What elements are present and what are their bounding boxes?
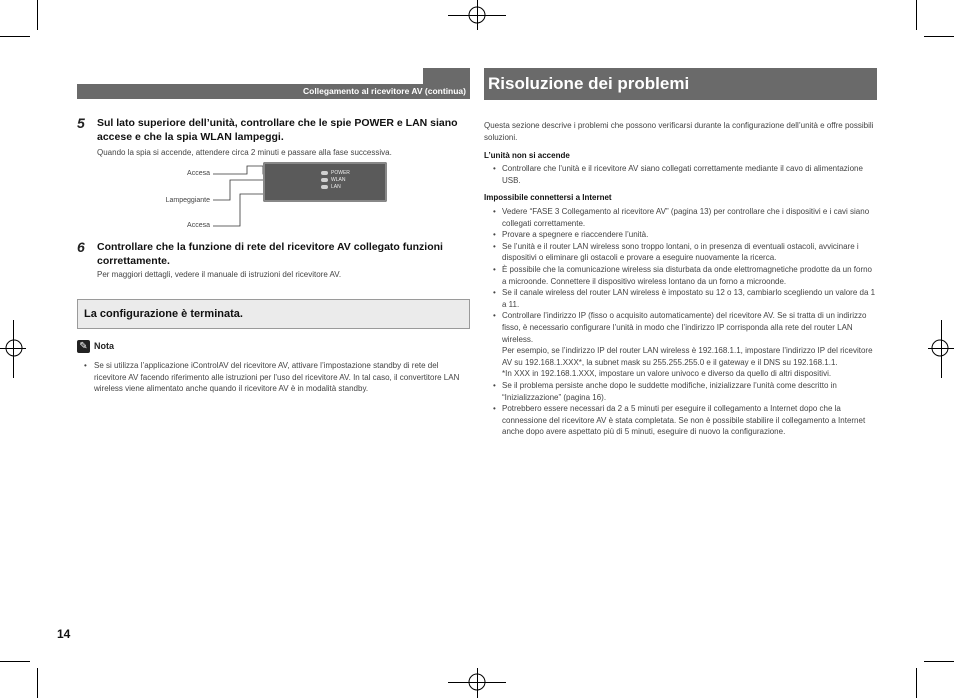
step-title: Sul lato superiore dell’unità, controllare che le spie POWER e LAN siano accese e che la spia WLAN lampeggi. bbox=[97, 117, 458, 143]
header-tab bbox=[423, 68, 470, 84]
list-item: Se il canale wireless del router LAN wireless è impostato su 12 o 13, cambiarlo scegliendo un valore da 1 a 11. bbox=[502, 288, 876, 309]
wlan-led-icon bbox=[321, 178, 328, 182]
problem-heading-internet: Impossibile connettersi a Internet bbox=[484, 193, 612, 202]
problem-heading-power: L’unità non si accende bbox=[484, 151, 570, 160]
power-led-icon bbox=[321, 171, 328, 175]
list-item: Se l’unità e il router LAN wireless sono troppo lontani, o in presenza di eventuali ostacoli, avvicinare i dispositivi o eliminare gli ostacoli e provare a eseguire nuovamente la ricerca. bbox=[502, 241, 859, 263]
step-body: Per maggiori dettagli, vedere il manuale di istruzioni del ricevitore AV. bbox=[97, 270, 342, 279]
lan-led-icon bbox=[321, 185, 328, 189]
step-number: 5 bbox=[77, 115, 85, 131]
completion-box: La configurazione è terminata. bbox=[77, 299, 470, 329]
problem-list-power: • Controllare che l’unità e il ricevitore AV siano collegati correttamente mediante il cavo di alimentazione USB. bbox=[493, 164, 863, 185]
list-item: È possibile che la comunicazione wireless sia disturbata da onde elettromagnetiche prodotte da un forno a microonde. Connettere il dispositivo wireless lontano da un forno a microonde. bbox=[502, 264, 872, 286]
note-text bbox=[84, 360, 470, 395]
bullet-dot: • bbox=[84, 361, 87, 370]
problem-list-internet: • Vedere “FASE 3 Collegamento al ricevitore AV” (pagina 13) per controllare che i dispositivi e i cavi siano collegati correttamente. • Provare a spegnere e riaccendere l’unità. • Se l’unità e il router LAN wireless sono troppo lontani, o in presenza di eventuali ostacoli, avvicinare i dispositivi o eliminare gli ostacoli e provare a eseguire nuovamente la ricerca. • È possibile che la comunicazione wireless sia disturbata da onde elettromagnetiche prodotte da un forno a microonde. Connettere il dispositivo wireless lontano da un forno a microonde. • Se il canale wireless del router LAN wireless è impostato su 12 o 13, cambiarlo scegliendo un valore da 1 a 11. • Controllare l’indirizzo IP (fisso o acquisito automaticamente) del ricevitore AV. Se si tratta di un indirizzo fisso, è necessario configurare l’unità in modo che l’indirizzo IP corrisponda alla rete del router LAN wireless. Per esempio, se l’indirizzo IP del router LAN wireless è 192.168.1.1, impostare l’indirizzo IP del ricevitore AV su 192.168.1.XXX*, la subnet mask su 255.255.255.0 e il gateway e il DNS su 192.168.1.1. *In XXX in 192.168.1.XXX, impostare un valore univoco e diverso da quello di altri dispositivi. • Se il problema persiste anche dopo le suddette modifiche, inizializzare l’unità come descritto in “Inizializzazione” (pagina 16). • Potrebbero essere necessari da 2 a 5 minuti per eseguire il collegamento a Internet dopo che la connessione del ricevitore AV è stata completata. Se non è possibile stabilire il collegamento a Internet anche dopo avere aspettato più di 5 minuti, eseguire di nuovo la configurazione. bbox=[493, 207, 876, 437]
label-lan-on: Accesa bbox=[187, 222, 210, 229]
note-bullet-text: Se si utilizza l’applicazione iControlAV del ricevitore AV, attivare l’impostazione standby di rete del ricevitore AV facendo riferimento alle istruzioni per l’uso del ricevitore AV. In tal caso, il convertitore LAN wireless viene alimentato anche quando il ricevitore AV è in modalità standby. bbox=[94, 361, 460, 393]
ip-example: Per esempio, se l’indirizzo IP del router LAN wireless è 192.168.1.1, impostare l’indirizzo IP del ricevitore AV su 192.168.1.XXX*, la subnet mask su 255.255.255.0 e il gateway e il DNS su 192.168.1.1. bbox=[502, 346, 873, 367]
note-heading: Nota bbox=[94, 341, 114, 351]
label-wlan-blinking: Lampeggiante bbox=[165, 197, 210, 204]
list-item: Controllare l’indirizzo IP (fisso o acquisito automaticamente) del ricevitore AV. Se si tratta di un indirizzo fisso, è necessario configurare l’unità in modo che l’indirizzo IP corrisponda alla rete del router LAN wireless. bbox=[502, 311, 867, 344]
list-item: Se il problema persiste anche dopo le suddette modifiche, inizializzare l’unità come descritto in “Inizializzazione” (pagina 16). bbox=[502, 380, 837, 402]
note-icon: ✎ bbox=[77, 340, 90, 353]
led-label-power: POWER bbox=[331, 170, 350, 176]
led-label-wlan: WLAN bbox=[331, 177, 346, 183]
intro-text: Questa sezione descrive i problemi che possono verificarsi durante la configurazione dell’unità e offre possibili soluzioni. bbox=[484, 121, 874, 142]
step-title: Controllare che la funzione di rete del ricevitore AV collegato funzioni correttamente. bbox=[97, 241, 443, 267]
list-item: Potrebbero essere necessari da 2 a 5 minuti per eseguire il collegamento a Internet dopo che la connessione del ricevitore AV è stata completata. Se non è possibile stabilire il collegamento a Internet anche dopo avere aspettato più di 5 minuti, eseguire di nuovo la configurazione. bbox=[502, 404, 866, 437]
ip-footnote: *In XXX in 192.168.1.XXX, impostare un valore univoco e diverso da quello di altri dispositivi. bbox=[502, 369, 832, 379]
page-number: 14 bbox=[57, 627, 71, 641]
led-diagram bbox=[77, 160, 470, 235]
label-power-on: Accesa bbox=[187, 170, 210, 177]
section-header-bar: Collegamento al ricevitore AV (continua) bbox=[77, 84, 470, 99]
list-item: Provare a spegnere e riaccendere l’unità. bbox=[502, 230, 649, 240]
list-item: Vedere “FASE 3 Collegamento al ricevitore AV” (pagina 13) per controllare che i dispositivi e i cavi siano collegati correttamente. bbox=[502, 207, 870, 228]
page-title: Risoluzione dei problemi bbox=[484, 68, 877, 100]
step-body: Quando la spia si accende, attendere circa 2 minuti e passare alla fase successiva. bbox=[97, 148, 392, 157]
device-top-panel bbox=[263, 162, 387, 202]
list-item: Controllare che l’unità e il ricevitore AV siano collegati correttamente mediante il cavo di alimentazione USB. bbox=[502, 164, 863, 185]
led-label-lan: LAN bbox=[331, 184, 341, 190]
step-number: 6 bbox=[77, 239, 85, 255]
